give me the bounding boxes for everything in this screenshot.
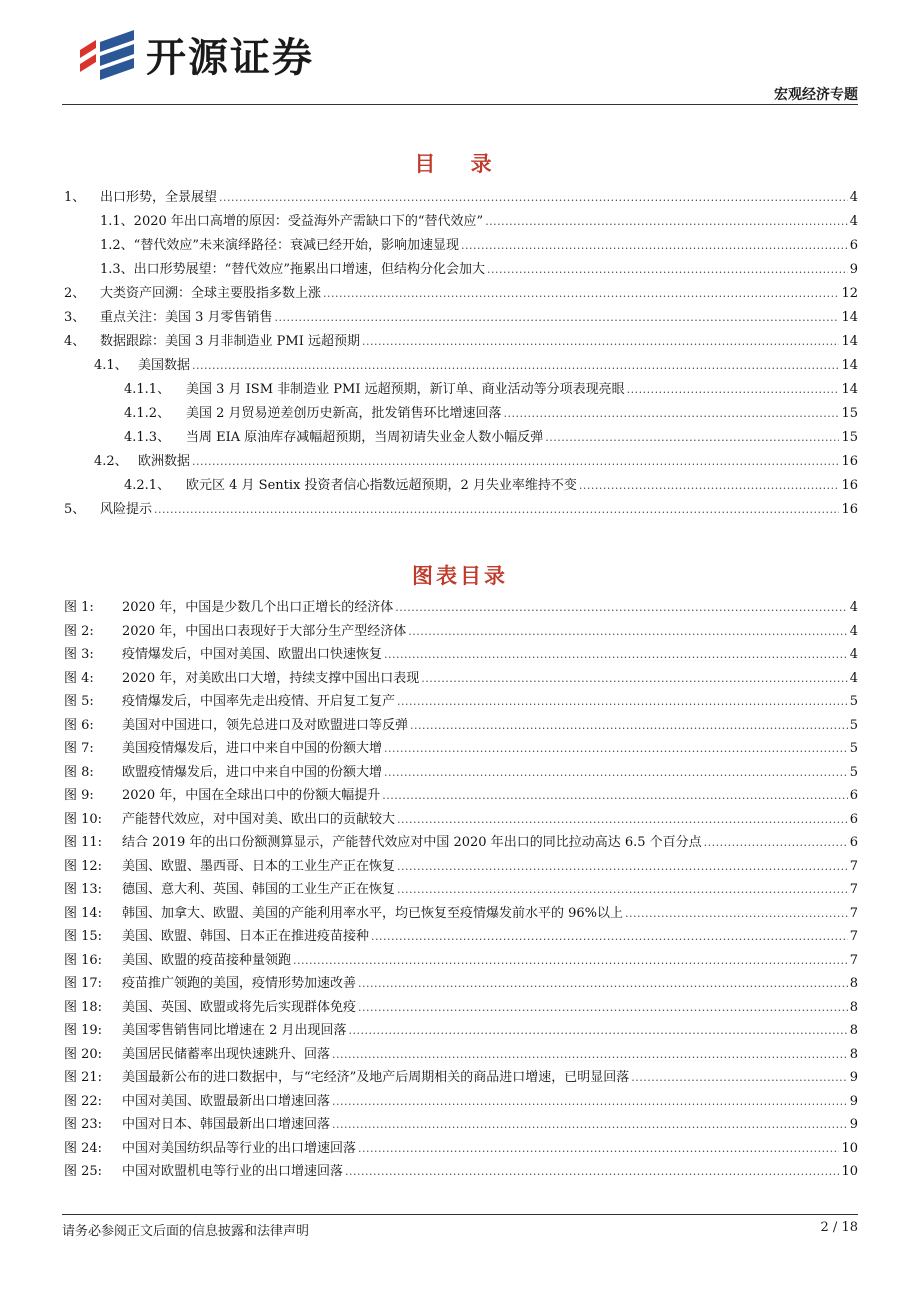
toc-entry[interactable] (64, 282, 858, 306)
figure-entry-text: 疫情爆发后，中国率先走出疫情、开启复工复产 (122, 694, 396, 709)
toc-entry-text: 1.2、“替代效应”未来演绎路径：衰减已经开始，影响加速显现 (100, 238, 459, 253)
figure-entry-page: 4 (849, 623, 858, 639)
figure-entry-number: 图 20: (64, 1046, 103, 1062)
figure-entry-page: 9 (849, 1070, 858, 1085)
figure-entry-number: 图 15: (64, 929, 103, 944)
figure-entry[interactable] (64, 855, 858, 879)
figure-entry-page: 4 (849, 670, 858, 686)
toc-entry-number: 4.1.2、 (124, 406, 171, 421)
toc-entry-page: 9 (849, 262, 858, 277)
dot-leader (323, 282, 839, 306)
toc-entry-page: 14 (841, 310, 858, 325)
figure-entry-page: 6 (849, 835, 858, 850)
dot-leader (397, 808, 848, 832)
figure-entry[interactable] (64, 1090, 858, 1114)
figure-entry[interactable] (64, 1113, 858, 1137)
figure-entry-page: 10 (841, 1164, 858, 1179)
figure-entry[interactable] (64, 761, 858, 785)
figure-entry[interactable] (64, 996, 858, 1020)
dot-leader (382, 784, 848, 808)
toc-entry-page: 16 (841, 502, 858, 517)
dot-leader (397, 878, 848, 902)
figure-entry-number: 图 10: (64, 811, 103, 827)
dot-leader (485, 210, 848, 234)
dot-leader (397, 690, 848, 714)
figure-entry[interactable] (64, 643, 858, 667)
dot-leader (410, 714, 848, 738)
figure-entry-number: 图 24: (64, 1140, 103, 1156)
toc-entry-page: 6 (849, 238, 858, 253)
toc-title: 目 录 (414, 152, 506, 176)
figure-entry-number: 图 14: (64, 905, 103, 921)
toc-entry[interactable] (64, 354, 858, 378)
dot-leader (631, 1066, 847, 1090)
toc-entry-text: 欧元区 4 月 Sentix 投资者信心指数远超预期，2 月失业率维持不变 (186, 478, 577, 493)
figure-entry-text: 2020 年，对美欧出口大增，持续支撑中国出口表现 (122, 670, 420, 686)
toc-entry-number: 4.2、 (94, 454, 128, 469)
dot-leader (487, 258, 848, 282)
toc-entry-number: 4、 (64, 334, 86, 349)
toc-entry-text: 大类资产回溯：全球主要股指多数上涨 (100, 286, 322, 301)
toc-entry[interactable] (64, 306, 858, 330)
figure-entry-page: 5 (849, 694, 858, 709)
figure-entry-page: 4 (849, 600, 858, 615)
figure-entry-text: 中国对欧盟机电等行业的出口增速回落 (122, 1164, 344, 1179)
toc-entry[interactable] (64, 210, 858, 234)
toc-entry[interactable] (64, 234, 858, 258)
dot-leader (421, 667, 848, 691)
figure-entry-page: 10 (841, 1140, 858, 1156)
toc-entry-page: 16 (841, 478, 858, 493)
figure-entry-text: 美国最新公布的进口数据中，与“宅经济”及地产后周期相关的商品进口增速，已明显回落 (122, 1070, 630, 1085)
figure-entry-number: 图 5: (64, 694, 94, 709)
figure-entry[interactable] (64, 902, 858, 926)
dot-leader (358, 996, 848, 1020)
figure-list-title: 图表目录 (412, 564, 508, 588)
dot-leader (219, 186, 848, 210)
toc-entry-page: 12 (841, 286, 858, 301)
toc-entry-number: 5、 (64, 502, 86, 517)
figure-entry-text: 产能替代效应，对中国对美、欧出口的贡献较大 (122, 811, 396, 827)
figure-entry-page: 7 (849, 858, 858, 874)
figure-entry-page: 4 (849, 647, 858, 662)
figure-entry-page: 7 (849, 952, 858, 968)
dot-leader (332, 1090, 848, 1114)
dot-leader (384, 761, 848, 785)
figure-entry[interactable] (64, 620, 858, 644)
dot-leader (371, 925, 848, 949)
toc-entry-page: 15 (841, 430, 858, 445)
figure-entry-text: 韩国、加拿大、欧盟、美国的产能利用率水平，均已恢复至疫情爆发前水平的 96%以上 (122, 905, 624, 921)
figure-entry[interactable] (64, 784, 858, 808)
figure-entry[interactable] (64, 690, 858, 714)
figure-entry-text: 欧盟疫情爆发后，进口中来自中国的份额大增 (122, 764, 383, 780)
footer-disclaimer: 请务必参阅正文后面的信息披露和法律声明 (62, 1224, 310, 1239)
figure-entry-number: 图 3: (64, 647, 94, 662)
figure-entry-text: 结合 2019 年的出口份额测算显示，产能替代效应对中国 2020 年出口的同比拉动高达 6.5 个百分点 (122, 835, 702, 850)
toc-entry[interactable] (64, 450, 858, 474)
figure-entry-number: 图 1: (64, 600, 94, 615)
figure-entry-page: 8 (849, 1023, 858, 1038)
figure-entry-text: 中国对美国纺织品等行业的出口增速回落 (122, 1140, 357, 1156)
dot-leader (408, 620, 848, 644)
toc-entry[interactable] (64, 186, 858, 210)
toc-entry[interactable] (64, 258, 858, 282)
toc-entry-number: 2、 (64, 286, 86, 301)
figure-entry-number: 图 7: (64, 741, 94, 756)
dot-leader (625, 902, 848, 926)
dot-leader (332, 1113, 848, 1137)
figure-entry-text: 美国零售销售同比增速在 2 月出现回落 (122, 1023, 347, 1038)
logo-mark-icon (76, 28, 138, 80)
figure-entry[interactable] (64, 667, 858, 691)
toc-entry-page: 4 (849, 190, 858, 205)
figure-entry-number: 图 17: (64, 976, 103, 991)
dot-leader (395, 596, 848, 620)
dot-leader (192, 450, 839, 474)
figure-entry-page: 8 (849, 976, 858, 991)
toc-entry[interactable] (64, 378, 858, 402)
toc-entry[interactable] (64, 426, 858, 450)
figure-entry-number: 图 12: (64, 858, 103, 874)
figure-entry[interactable] (64, 949, 858, 973)
figure-entry[interactable] (64, 1066, 858, 1090)
toc-entry-text: 欧洲数据 (138, 454, 191, 469)
dot-leader (627, 378, 840, 402)
figure-entry-text: 美国、欧盟的疫苗接种量领跑 (122, 952, 292, 968)
report-type-label: 宏观经济专题 (774, 87, 858, 103)
dot-leader (504, 402, 840, 426)
figure-entry-text: 德国、意大利、英国、韩国的工业生产正在恢复 (122, 882, 396, 897)
figure-entry[interactable] (64, 831, 858, 855)
toc-entry-text: 重点关注：美国 3 月零售销售 (100, 310, 273, 325)
figure-entry-text: 中国对美国、欧盟最新出口增速回落 (122, 1093, 331, 1109)
figure-entry-number: 图 13: (64, 882, 103, 897)
figure-entry[interactable] (64, 1019, 858, 1043)
dot-leader (332, 1043, 848, 1067)
figure-entry-page: 5 (849, 741, 858, 756)
toc-entry-text: 美国 2 月贸易逆差创历史新高，批发销售环比增速回落 (186, 406, 502, 421)
dot-leader (579, 474, 840, 498)
figure-entry-number: 图 2: (64, 623, 94, 639)
figure-entry-page: 5 (849, 764, 858, 780)
figure-entry[interactable] (64, 1043, 858, 1067)
toc-entry[interactable] (64, 498, 858, 522)
figure-entry-page: 9 (849, 1093, 858, 1109)
dot-leader (154, 498, 839, 522)
dot-leader (275, 306, 840, 330)
dot-leader (384, 737, 848, 761)
toc-entry[interactable] (64, 474, 858, 498)
toc-entry-text: 数据跟踪：美国 3 月非制造业 PMI 远超预期 (100, 334, 360, 349)
toc-entry-number: 4.1.3、 (124, 430, 171, 445)
figure-entry[interactable] (64, 1160, 858, 1184)
figure-entry-text: 疫苗推广领跑的美国，疫情形势加速改善 (122, 976, 357, 991)
toc-entry-text: 风险提示 (100, 502, 153, 517)
figure-entry-text: 美国对中国进口，领先总进口及对欧盟进口等反弹 (122, 717, 409, 733)
toc-list (64, 186, 858, 522)
dot-leader (704, 831, 848, 855)
toc-entry-page: 4 (849, 214, 858, 229)
figure-entry-text: 2020 年，中国出口表现好于大部分生产型经济体 (122, 623, 407, 639)
figure-entry-number: 图 9: (64, 788, 94, 803)
figure-entry-page: 5 (849, 717, 858, 733)
toc-entry-page: 14 (841, 382, 858, 397)
figure-entry-number: 图 8: (64, 764, 94, 780)
toc-entry-text: 1.1、2020 年出口高增的原因：受益海外产需缺口下的“替代效应” (100, 214, 484, 229)
dot-leader (358, 972, 848, 996)
figure-entry-text: 美国、英国、欧盟或将先后实现群体免疫 (122, 999, 357, 1015)
figure-entry-page: 6 (849, 811, 858, 827)
figure-entry-number: 图 22: (64, 1093, 103, 1109)
figure-entry-number: 图 11: (64, 835, 103, 850)
toc-entry-number: 4.1、 (94, 358, 128, 373)
figure-entry-number: 图 19: (64, 1023, 103, 1038)
figure-entry[interactable] (64, 1137, 858, 1161)
figure-entry-page: 6 (849, 788, 858, 803)
figure-entry-number: 图 6: (64, 717, 94, 733)
toc-entry-text: 出口形势，全景展望 (100, 190, 218, 205)
figure-entry-text: 疫情爆发后，中国对美国、欧盟出口快速恢复 (122, 647, 383, 662)
toc-entry-text: 1.3、出口形势展望：“替代效应”拖累出口增速，但结构分化会加大 (100, 262, 485, 277)
figure-entry-number: 图 25: (64, 1164, 103, 1179)
figure-entry-page: 8 (849, 1046, 858, 1062)
figure-entry-number: 图 16: (64, 952, 103, 968)
figure-entry[interactable] (64, 925, 858, 949)
figure-entry-number: 图 21: (64, 1070, 103, 1085)
dot-leader (545, 426, 839, 450)
figure-entry-page: 9 (849, 1117, 858, 1132)
figure-entry-page: 7 (849, 929, 858, 944)
figure-entry-number: 图 18: (64, 999, 103, 1015)
toc-entry-text: 美国 3 月 ISM 非制造业 PMI 远超预期，新订单、商业活动等分项表现亮眼 (186, 382, 625, 397)
figure-list (64, 596, 858, 1184)
figure-entry[interactable] (64, 808, 858, 832)
dot-leader (461, 234, 848, 258)
dot-leader (397, 855, 848, 879)
figure-entry-page: 7 (849, 905, 858, 921)
figure-entry-number: 图 4: (64, 670, 94, 686)
company-logo (76, 28, 314, 80)
dot-leader (362, 330, 839, 354)
figure-entry[interactable] (64, 878, 858, 902)
dot-leader (384, 643, 848, 667)
figure-entry-page: 7 (849, 882, 858, 897)
logo-text: 开源证券 (146, 34, 314, 81)
dot-leader (345, 1160, 839, 1184)
toc-entry-page: 14 (841, 334, 858, 349)
figure-entry-number: 图 23: (64, 1117, 103, 1132)
dot-leader (192, 354, 839, 378)
figure-entry-text: 美国、欧盟、韩国、日本正在推进疫苗接种 (122, 929, 370, 944)
toc-entry-number: 4.2.1、 (124, 478, 171, 493)
figure-entry[interactable] (64, 714, 858, 738)
figure-entry[interactable] (64, 596, 858, 620)
toc-entry[interactable] (64, 402, 858, 426)
figure-entry[interactable] (64, 972, 858, 996)
toc-entry-number: 1、 (64, 190, 86, 205)
dot-leader (358, 1137, 839, 1161)
figure-entry-text: 美国疫情爆发后，进口中来自中国的份额大增 (122, 741, 383, 756)
figure-entry[interactable] (64, 737, 858, 761)
figure-entry-text: 中国对日本、韩国最新出口增速回落 (122, 1117, 331, 1132)
footer-divider (62, 1214, 858, 1215)
figure-entry-text: 2020 年，中国是少数几个出口正增长的经济体 (122, 600, 394, 615)
page-number: 2 / 18 (820, 1220, 858, 1235)
figure-entry-text: 美国居民储蓄率出现快速跳升、回落 (122, 1046, 331, 1062)
header-divider (62, 104, 858, 105)
figure-entry-page: 8 (849, 999, 858, 1015)
figure-entry-text: 2020 年，中国在全球出口中的份额大幅提升 (122, 788, 381, 803)
toc-entry-text: 美国数据 (138, 358, 191, 373)
toc-entry-page: 15 (841, 406, 858, 421)
toc-entry-number: 4.1.1、 (124, 382, 171, 397)
dot-leader (349, 1019, 848, 1043)
dot-leader (293, 949, 848, 973)
figure-entry-text: 美国、欧盟、墨西哥、日本的工业生产正在恢复 (122, 858, 396, 874)
toc-entry-text: 当周 EIA 原油库存减幅超预期，当周初请失业金人数小幅反弹 (186, 430, 544, 445)
toc-entry-page: 16 (841, 454, 858, 469)
toc-entry[interactable] (64, 330, 858, 354)
toc-entry-page: 14 (841, 358, 858, 373)
toc-entry-number: 3、 (64, 310, 86, 325)
